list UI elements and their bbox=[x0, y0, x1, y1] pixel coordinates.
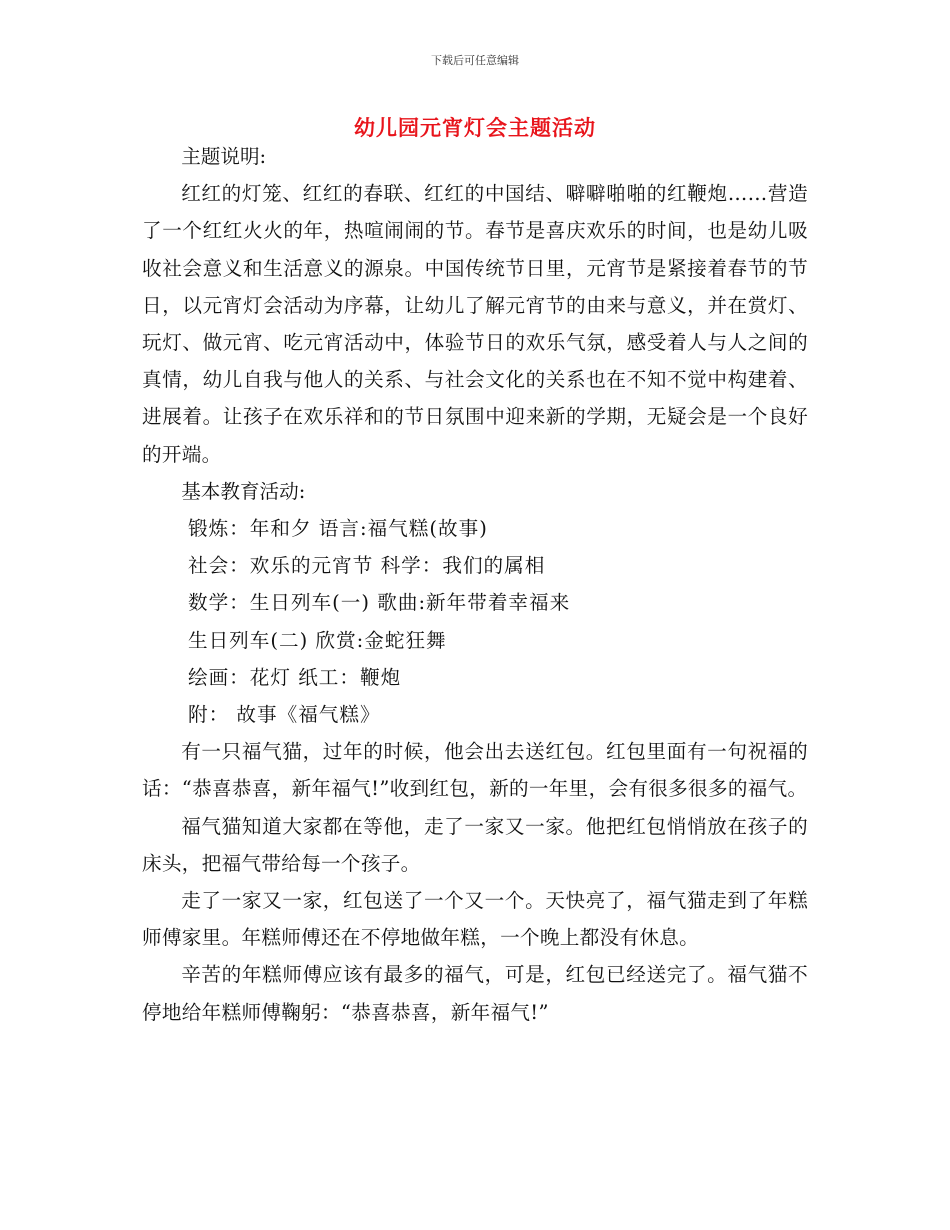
story-paragraph: 福气猫知道大家都在等他，走了一家又一家。他把红包悄悄放在孩子的床头，把福气带给每一个孩子。 bbox=[142, 814, 808, 875]
activity-line: 社会：欢乐的元宵节 科学：我们的属相 bbox=[188, 554, 546, 578]
appendix-line: 附： 故事《福气糕》 bbox=[188, 703, 381, 727]
activity-line: 数学：生日列车(一) 歌曲:新年带着幸福来 bbox=[188, 591, 571, 615]
intro-paragraph: 红红的灯笼、红红的春联、红红的中国结、噼噼啪啪的红鞭炮……营造了一个红红火火的年，热喧闹闹的节。春节是喜庆欢乐的时间，也是幼儿吸收社会意义和生活意义的源泉。中国传统节日里，元宵节是紧接着春节的节日，以元宵灯会活动为序幕，让幼儿了解元宵节的由来与意义，并在赏灯、玩灯、做元宵、吃元宵活动中，体验节日的欢乐气氛，感受着人与人之间的真情，幼儿自我与他人的关系、与社会文化的关系也在不知不觉中构建着、进展着。让孩子在欢乐祥和的节日氛围中迎来新的学期，无疑会是一个良好的开端。 bbox=[142, 182, 808, 466]
activity-line: 生日列车(二) 欣赏:金蛇狂舞 bbox=[188, 628, 447, 652]
activities-label: 基本教育活动: bbox=[181, 479, 306, 503]
document-body bbox=[142, 138, 808, 1031]
theme-label: 主题说明: bbox=[181, 145, 267, 168]
activity-line: 锻炼：年和夕 语言:福气糕(故事) bbox=[188, 517, 488, 541]
story-paragraph: 辛苦的年糕师傅应该有最多的福气，可是，红包已经送完了。福气猫不停地给年糕师傅鞠躬：“恭喜恭喜，新年福气!” bbox=[142, 963, 808, 1024]
activity-line: 绘画：花灯 纸工：鞭炮 bbox=[188, 665, 402, 689]
header-note: 下载后可任意编辑 bbox=[431, 54, 519, 67]
story-paragraph: 有一只福气猫，过年的时候，他会出去送红包。红包里面有一句祝福的话：“恭喜恭喜，新年福气!”收到红包，新的一年里，会有很多很多的福气。 bbox=[142, 740, 808, 801]
story-paragraph: 走了一家又一家，红包送了一个又一个。天快亮了，福气猫走到了年糕师傅家里。年糕师傅还在不停地做年糕，一个晚上都没有休息。 bbox=[142, 889, 808, 950]
document-title: 幼儿园元宵灯会主题活动 bbox=[354, 116, 596, 140]
